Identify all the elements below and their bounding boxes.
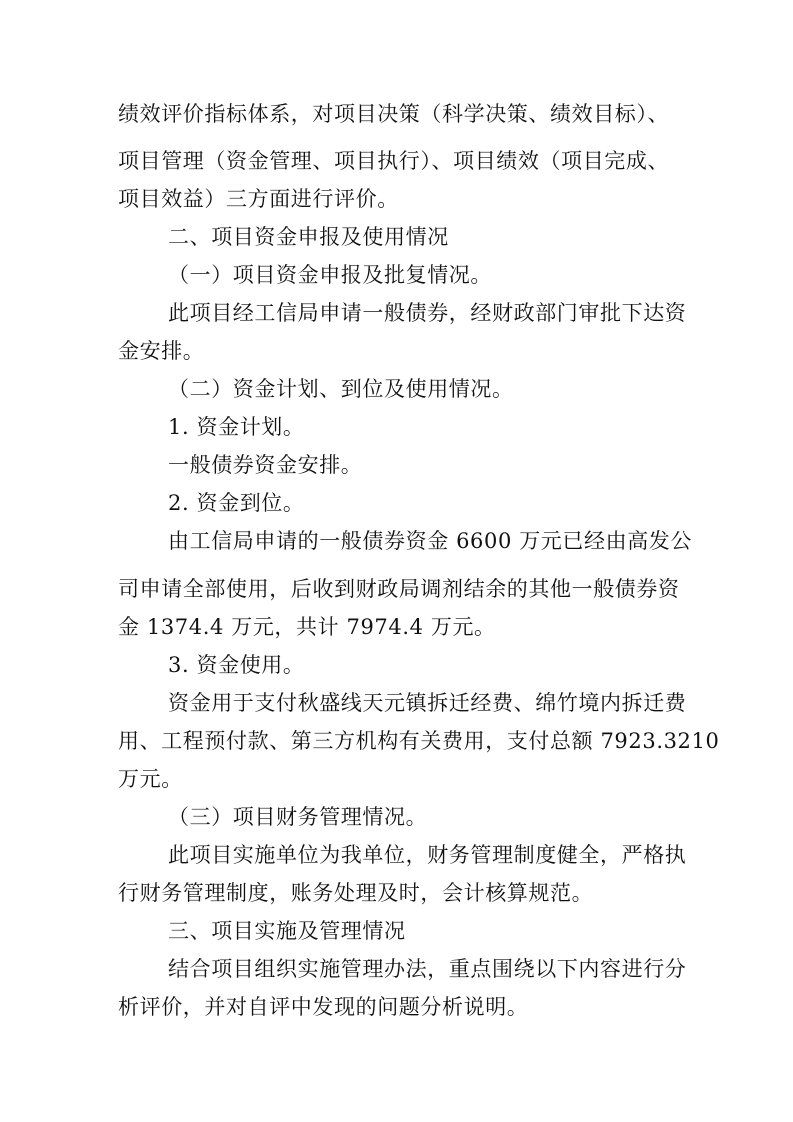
paragraph-line: 此项目实施单位为我单位，财务管理制度健全，严格执: [168, 843, 687, 867]
section-heading: 三、项目实施及管理情况: [168, 919, 406, 943]
paragraph-line: 万元。: [118, 767, 183, 791]
paragraph-line: 项目管理（资金管理、项目执行）、项目绩效（项目完成、: [118, 149, 670, 173]
paragraph-line: 结合项目组织实施管理办法，重点围绕以下内容进行分: [168, 957, 687, 981]
subsection-heading: （一）项目资金申报及批复情况。: [168, 263, 492, 287]
paragraph-line: 此项目经工信局申请一般债券，经财政部门审批下达资: [168, 301, 687, 325]
paragraph-line: 一般债券资金安排。: [168, 453, 363, 477]
paragraph-line: 由工信局申请的一般债券资金 6600 万元已经由高发公: [168, 529, 692, 553]
paragraph-line: 项目效益）三方面进行评价。: [118, 187, 399, 211]
paragraph-line: 用、工程预付款、第三方机构有关费用，支付总额 7923.3210: [118, 729, 720, 753]
subsection-heading: （三）项目财务管理情况。: [168, 805, 428, 829]
paragraph-line: 绩效评价指标体系，对项目决策（科学决策、绩效目标）、: [118, 102, 670, 126]
numbered-heading: 2. 资金到位。: [168, 491, 305, 515]
numbered-heading: 3. 资金使用。: [168, 653, 305, 677]
paragraph-line: 资金用于支付秋盛线天元镇拆迁经费、绵竹境内拆迁费: [168, 691, 687, 715]
paragraph-line: 金 1374.4 万元，共计 7974.4 万元。: [118, 615, 496, 639]
paragraph-line: 司申请全部使用，后收到财政局调剂结余的其他一般债券资: [118, 577, 680, 601]
subsection-heading: （二）资金计划、到位及使用情况。: [168, 377, 514, 401]
section-heading: 二、项目资金申报及使用情况: [168, 225, 449, 249]
paragraph-line: 金安排。: [118, 339, 205, 363]
paragraph-line: 行财务管理制度，账务处理及时，会计核算规范。: [118, 881, 594, 905]
paragraph-line: 析评价，并对自评中发现的问题分析说明。: [118, 995, 529, 1019]
numbered-heading: 1. 资金计划。: [168, 415, 305, 439]
